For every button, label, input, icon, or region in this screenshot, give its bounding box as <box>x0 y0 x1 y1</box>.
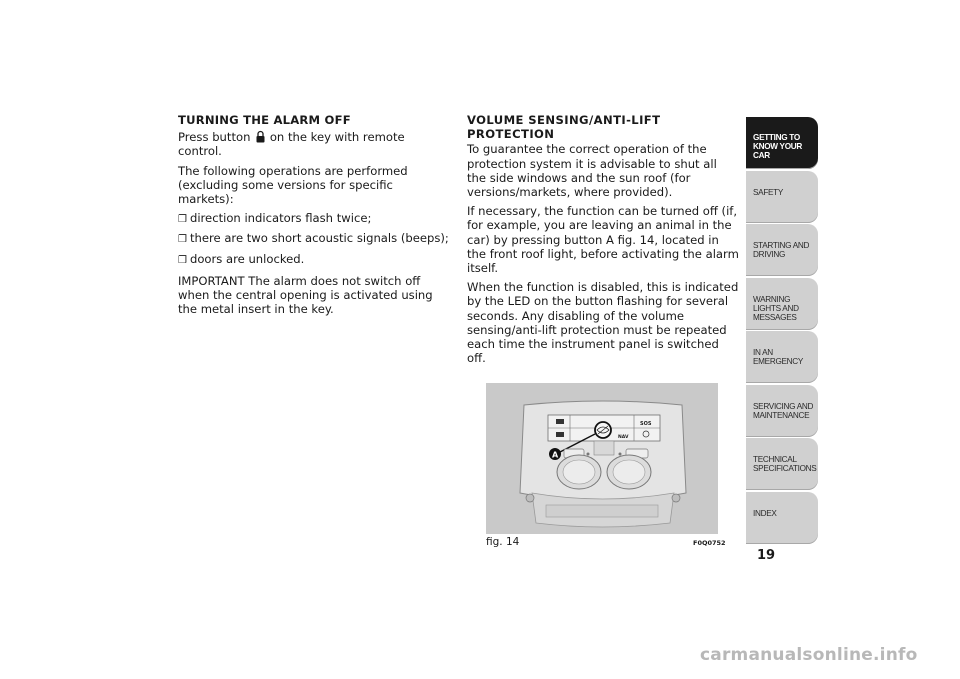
section-heading-volume-sensing <box>467 113 739 141</box>
watermark: carmanualsonline.info <box>700 645 918 665</box>
tab-label: SAFETY <box>753 187 784 197</box>
callout-a-label: A <box>552 450 559 460</box>
section-heading-alarm-off: TURNING THE ALARM OFF <box>178 113 351 127</box>
sos-label: SOS <box>640 421 652 427</box>
heading-line-2: PROTECTION <box>467 127 555 142</box>
press-button-text <box>178 130 450 158</box>
tab-label: STARTING AND DRIVING <box>753 241 810 259</box>
tab-starting-and-driving[interactable] <box>746 224 818 276</box>
paragraph: To guarantee the correct operation of the protection system it is advisable to shut all the side windows and the sun roof (for versions/markets, where provided). <box>467 142 717 200</box>
page-number: 19 <box>757 548 776 563</box>
tab-label: TECHNICAL SPECIFICATIONS <box>753 455 817 473</box>
heading-line-1: VOLUME SENSING/ANTI-LIFT <box>467 113 661 127</box>
tab-label: GETTING TO KNOW YOUR CAR <box>753 133 803 160</box>
figure-caption: fig. 14 <box>486 536 520 548</box>
tab-technical-specifications[interactable] <box>746 438 818 490</box>
checkbox-icon: ❒ <box>178 214 187 226</box>
roof-light-figure <box>486 383 718 534</box>
padlock-icon <box>256 130 265 143</box>
tab-getting-to-know-your-car[interactable] <box>746 117 818 169</box>
tab-in-an-emergency[interactable] <box>746 331 818 383</box>
tab-label: WARNING LIGHTS AND MESSAGES <box>753 294 799 322</box>
tab-safety[interactable] <box>746 171 818 223</box>
roof-light-illustration <box>486 383 718 534</box>
figure-code: F0Q0752 <box>693 539 726 547</box>
press-after: on the key with remote control. <box>178 130 405 159</box>
checkbox-icon: ❒ <box>178 234 187 246</box>
tab-label: INDEX <box>753 508 777 518</box>
right-column <box>467 113 739 370</box>
press-before: Press button <box>178 130 251 145</box>
tab-index[interactable] <box>746 492 818 544</box>
bullet-text: direction indicators flash twice; <box>189 211 372 226</box>
ops-intro: The following operations are performed (excluding some versions for specific markets): <box>178 163 408 207</box>
bullet-text: there are two short acoustic signals (beeps); <box>189 231 449 246</box>
paragraph: If necessary, the function can be turned off (if, for example, you are leaving an animal in the car) by pressing button A fig. 14, located in the front roof light, before activating the alarm itself. <box>467 204 739 276</box>
paragraph: When the function is disabled, this is indicated by the LED on the button flashing for several seconds. Any disabling of the volume sensing/anti-lift protection must be repeated each time the instrument panel is switched off. <box>467 280 739 366</box>
checkbox-icon: ❒ <box>178 254 187 266</box>
tab-label: IN AN EMERGENCY <box>753 348 804 366</box>
list-item <box>178 231 450 247</box>
important-note: IMPORTANT The alarm does not switch off when the central opening is activated using the metal insert in the key. <box>178 273 433 317</box>
tab-servicing-and-maintenance[interactable] <box>746 385 818 437</box>
list-item <box>178 211 450 227</box>
nav-label: NAV <box>618 435 629 440</box>
chapter-tabs <box>746 117 818 545</box>
left-column <box>178 113 450 321</box>
bullet-text: doors are unlocked. <box>189 251 305 266</box>
tab-label: SERVICING AND MAINTENANCE <box>753 401 814 420</box>
tab-warning-lights[interactable] <box>746 278 818 330</box>
list-item <box>178 252 450 268</box>
